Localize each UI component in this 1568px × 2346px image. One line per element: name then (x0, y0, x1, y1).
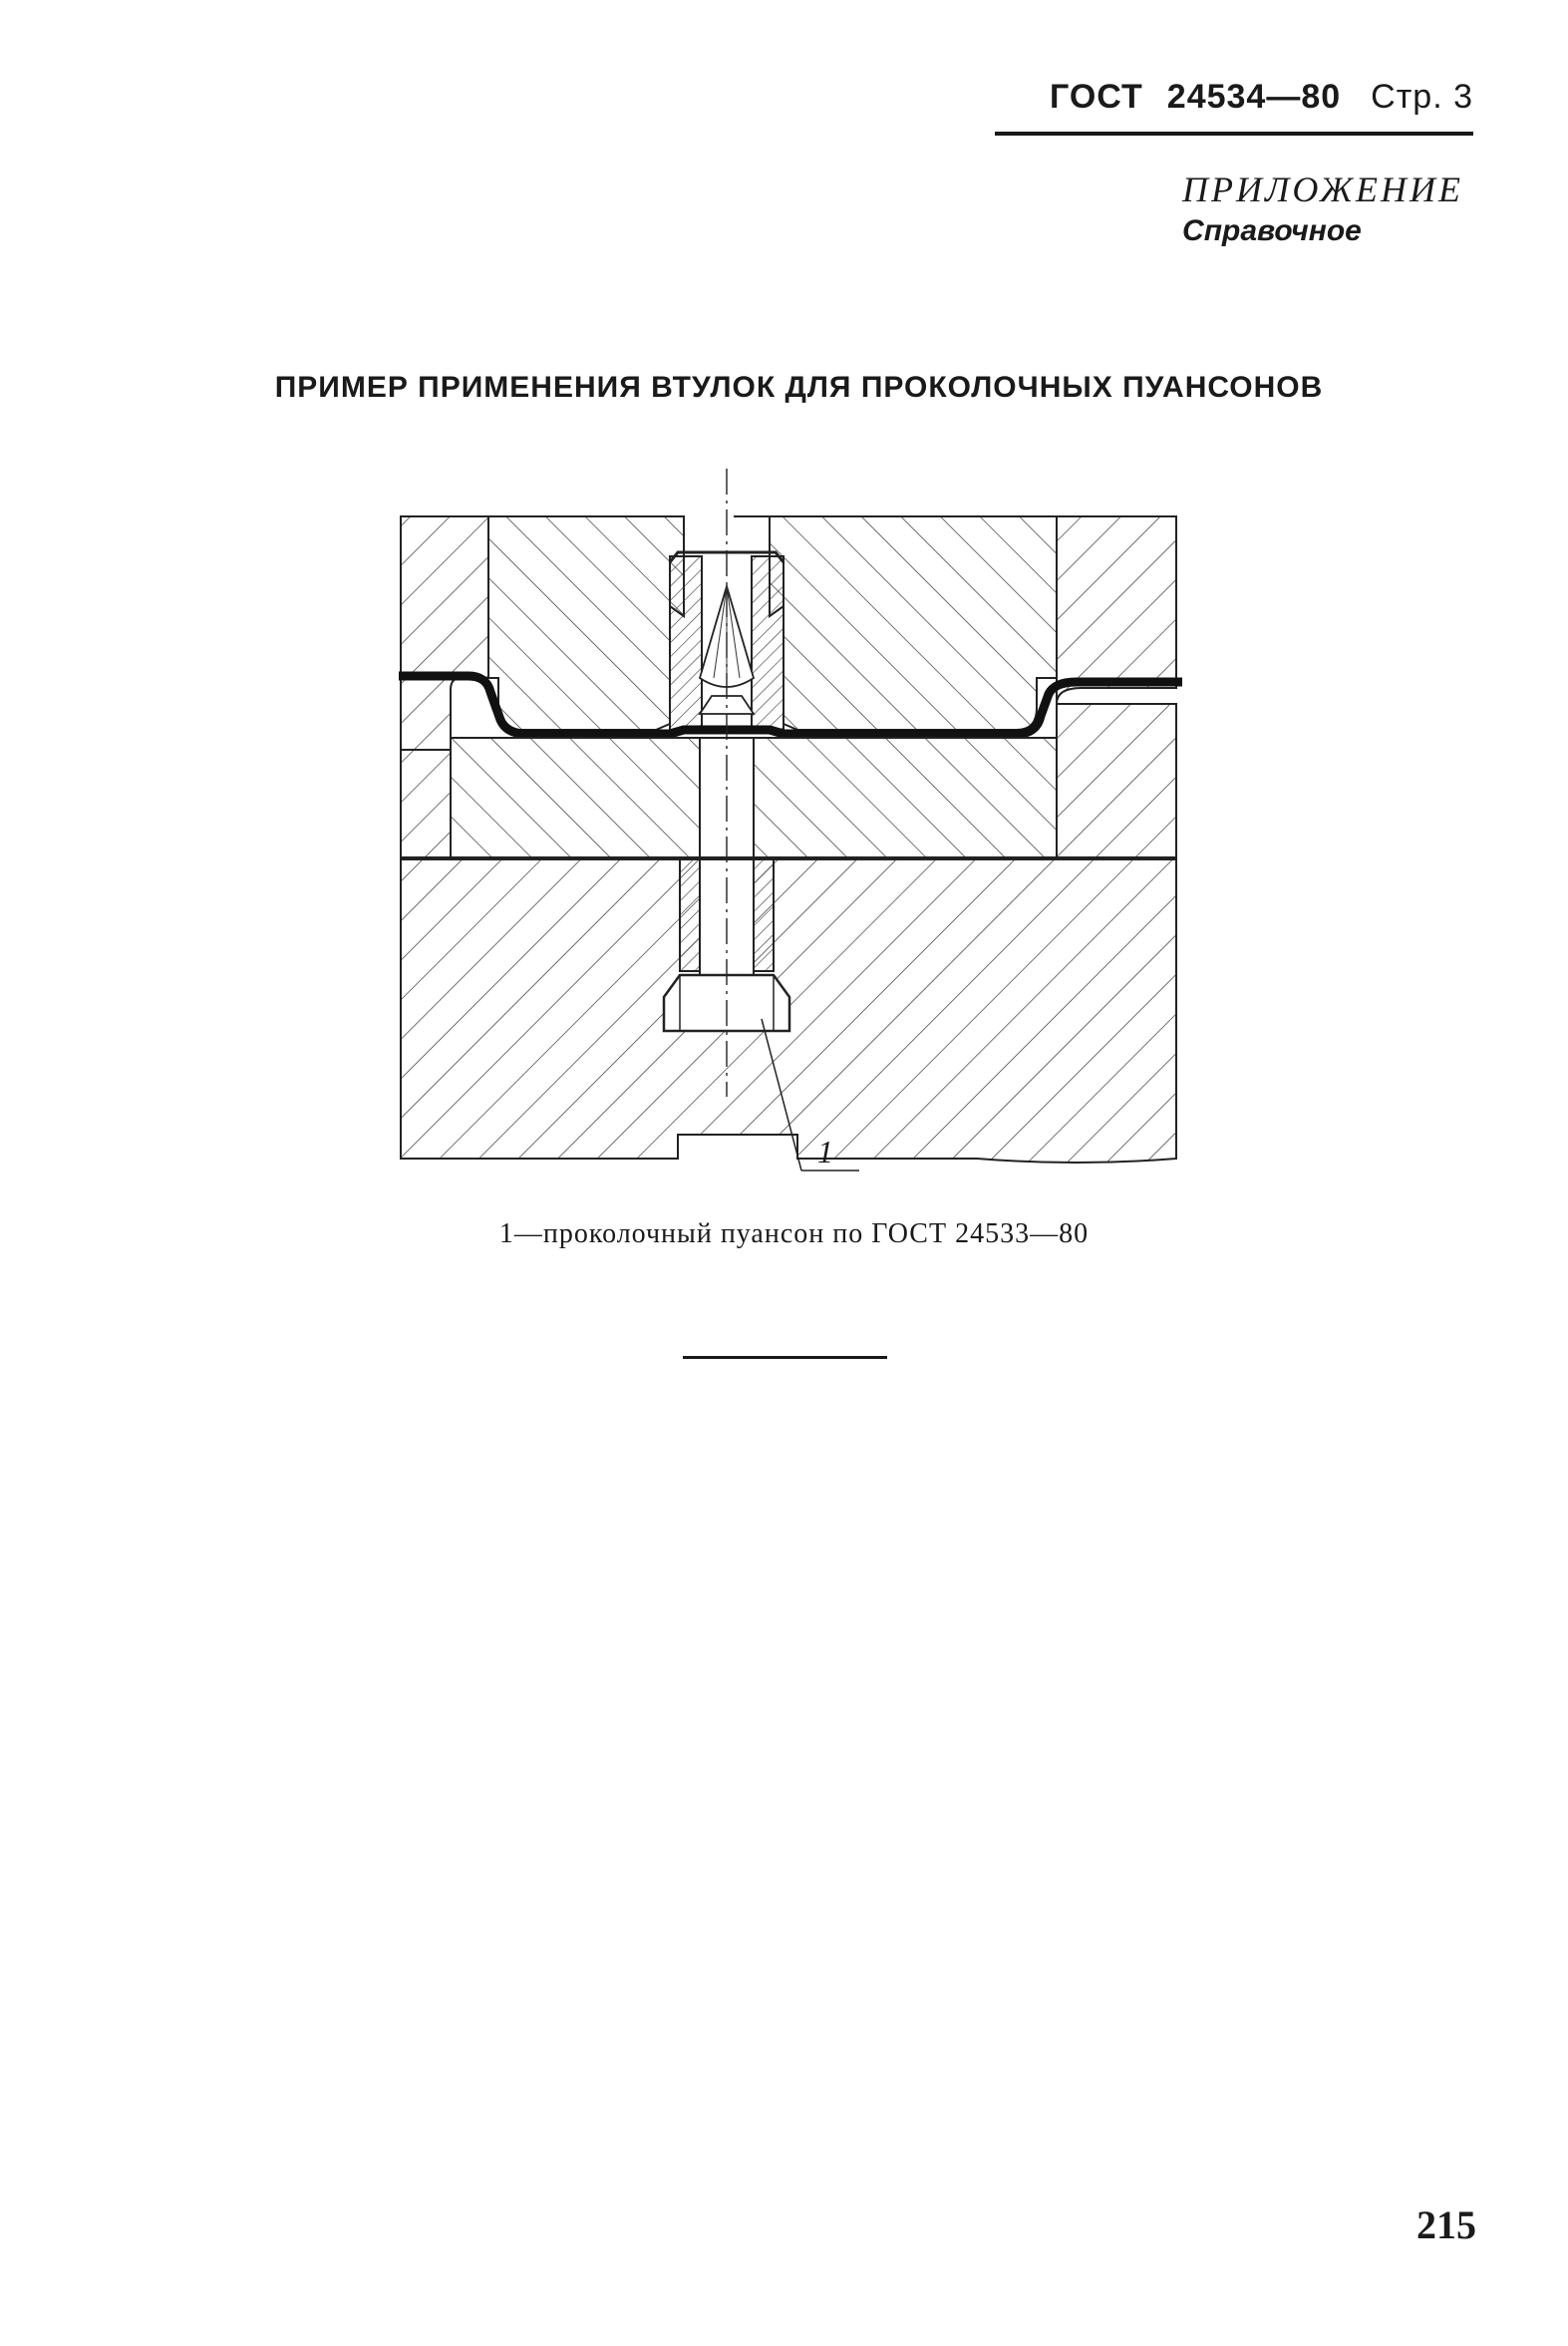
page-header (995, 78, 1473, 140)
header-standard-number: 24534—80 (1166, 78, 1342, 116)
appendix-block (1182, 168, 1463, 251)
lower-die-left (401, 750, 451, 857)
appendix-title: ПРИЛОЖЕНИЕ (1182, 169, 1463, 209)
callout-label: 1 (817, 1134, 833, 1170)
bushing-left-wall (670, 556, 702, 732)
lower-bushing-left (680, 859, 700, 971)
header-rule (995, 132, 1473, 136)
lower-die-center-left (451, 738, 700, 857)
appendix-subtitle: Справочное (1182, 214, 1362, 247)
upper-punch-holder (488, 516, 684, 730)
technical-drawing (379, 469, 1216, 1186)
header-standard: ГОСТ (1050, 78, 1143, 116)
end-rule (683, 1356, 887, 1359)
lower-die-right (1057, 704, 1176, 857)
drawing-svg (379, 469, 1216, 1186)
page-number: 215 (1416, 2202, 1476, 2247)
upper-die-left (401, 516, 488, 750)
lower-bushing-right (754, 859, 774, 971)
figure-caption: 1—проколочный пуансон по ГОСТ 24533—80 (498, 1218, 1090, 1249)
upper-die-right (1057, 516, 1176, 704)
document-title: ПРИМЕР ПРИМЕНЕНИЯ ВТУЛОК ДЛЯ ПРОКОЛОЧНЫХ ПУАНСОНОВ (274, 371, 1324, 404)
bushing-right-wall (752, 556, 784, 732)
lower-die-center-right (754, 738, 1057, 857)
header-page-label: Стр. 3 (1371, 78, 1473, 116)
header-text (1050, 78, 1473, 117)
